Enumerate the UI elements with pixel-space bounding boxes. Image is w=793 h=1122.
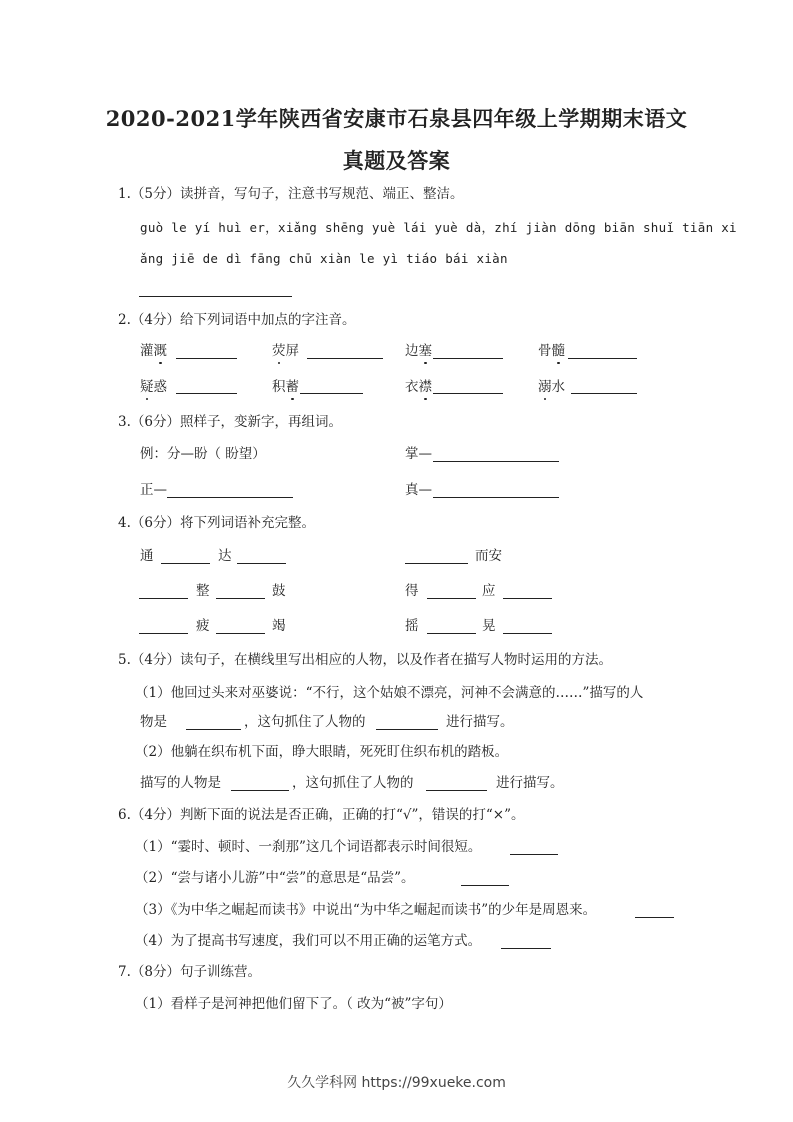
q4-blank[interactable] [139,633,188,634]
q2-blank-8[interactable] [571,393,637,394]
q3-example: 例：分—盼（ 盼望） [140,446,266,462]
q5-blank-method-2[interactable] [426,790,487,791]
q2-blank-4[interactable] [568,358,637,359]
q5-s1-prefix: 物是 [140,714,167,730]
page-title: 2020-2021学年陕西省安康市石泉县四年级上学期期末语文 [105,106,688,131]
q4-char: 竭 [272,618,286,634]
q4-blank[interactable] [503,598,552,599]
q4-blank[interactable] [405,563,468,564]
footer-watermark: 久久学科网 https://99xueke.com [287,1075,506,1091]
question-3-stem: 3.（6分）照样子，变新字，再组词。 [118,414,342,430]
q4-char: 摇 [405,618,419,634]
question-1-stem: 1.（5分）读拼音，写句子，注意书写规范、端正、整洁。 [118,186,464,202]
q6-blank-4[interactable] [501,948,551,949]
q6-item-2: （2）“尝与诸小儿游”中“尝”的意思是“品尝”。 [135,870,415,886]
q5-sentence-2: （2）他躺在织布机下面，睁大眼睛，死死盯住织布机的踏板。 [135,744,509,760]
q2-blank-1[interactable] [176,358,237,359]
q6-blank-2[interactable] [461,885,509,886]
q2-word-1: 灌溉 [140,343,167,359]
q5-s1-end: 进行描写。 [446,714,514,730]
q4-char: 而安 [475,548,502,564]
q4-blank[interactable] [427,598,476,599]
q6-blank-3[interactable] [635,917,674,918]
q4-char: 疲 [196,618,210,634]
q4-blank[interactable] [139,598,188,599]
q5-s2-end: 进行描写。 [496,775,564,791]
q2-blank-7[interactable] [433,393,503,394]
q5-blank-method-1[interactable] [376,729,438,730]
q4-blank[interactable] [216,633,265,634]
q2-blank-3[interactable] [433,358,503,359]
q4-char: 通 [140,548,154,564]
q4-char: 应 [482,583,496,599]
question-7-stem: 7.（8分）句子训练营。 [118,964,261,980]
q6-item-1: （1）“霎时、顿时、一刹那”这几个词语都表示时间很短。 [135,839,482,855]
q2-word-8: 溺水 [538,379,565,395]
q2-blank-2[interactable] [307,358,383,359]
q5-blank-character-2[interactable] [231,790,289,791]
q2-word-3: 边塞 [405,343,432,359]
question-6-stem: 6.（4分）判断下面的说法是否正确，正确的打“√”，错误的打“×”。 [118,807,525,823]
q4-blank[interactable] [161,563,210,564]
q7-sentence-1: （1）看样子是河神把他们留下了。（ 改为“被”字句） [135,996,452,1012]
question-1-answer-line[interactable] [139,296,292,297]
q5-s1-middle: ，这句抓住了人物的 [244,714,366,730]
q6-blank-1[interactable] [510,854,558,855]
q6-item-3: （3）《为中华之崛起而读书》中说出“为中华之崛起而读书”的少年是周恩来。 [135,902,597,918]
q3-blank-zheng[interactable] [167,497,293,498]
q5-sentence-1: （1）他回过头来对巫婆说：“不行，这个姑娘不漂亮，河神不会满意的……”描写的人 [135,685,644,701]
question-5-stem: 5.（4分）读句子，在横线里写出相应的人物，以及作者在描写人物时运用的方法。 [118,652,612,668]
q2-word-4: 骨髓 [538,343,565,359]
q4-blank[interactable] [237,563,286,564]
q4-char: 整 [196,583,210,599]
q6-item-4: （4）为了提高书写速度，我们可以不用正确的运笔方式。 [135,933,482,949]
q3-item-zhen: 真— [405,482,432,498]
q2-blank-5[interactable] [176,393,237,394]
q5-s2-middle: ，这句抓住了人物的 [292,775,414,791]
question-1-pinyin-line1: guò le yí huì er，xiǎng shēng yuè lái yuè dà，zhí jiàn dōng biān shuǐ tiān xi [140,220,737,235]
q3-item-zheng: 正— [140,482,167,498]
question-4-stem: 4.（6分）将下列词语补充完整。 [118,515,315,531]
q3-blank-zhen[interactable] [433,497,559,498]
q2-word-6: 积蓄 [272,379,299,395]
q2-word-2: 荧屏 [272,343,299,359]
q4-char: 得 [405,583,419,599]
q3-item-zhang: 掌— [405,446,432,462]
q4-char: 达 [218,548,232,564]
page-title-line2: 真题及答案 [342,148,451,173]
q5-s2-prefix: 描写的人物是 [140,775,221,791]
q3-blank-zhang[interactable] [433,461,559,462]
q4-blank[interactable] [216,598,265,599]
q2-blank-6[interactable] [300,393,363,394]
q4-char: 晃 [482,618,496,634]
q2-word-5: 疑惑 [140,379,167,395]
q4-blank[interactable] [427,633,476,634]
q4-char: 鼓 [272,583,286,599]
question-1-pinyin-line2: ǎng jiē de dì fāng chū xiàn le yì tiáo bái xiàn [140,251,508,266]
question-2-stem: 2.（4分）给下列词语中加点的字注音。 [118,312,356,328]
q4-blank[interactable] [503,633,552,634]
q5-blank-character-1[interactable] [186,729,241,730]
q2-word-7: 衣襟 [405,379,432,395]
